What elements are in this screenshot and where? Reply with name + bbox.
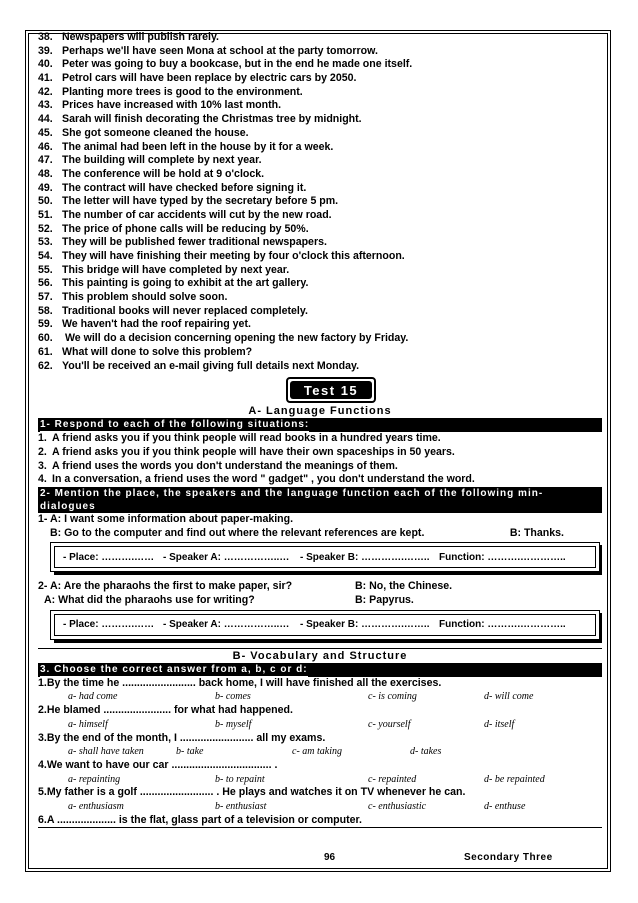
list-item: 60. We will do a decision concerning opening the new factory by Friday.	[38, 332, 409, 345]
list-item: 1. A friend asks you if you think people will read books in a hundred years time.	[38, 432, 441, 445]
list-item: 42. Planting more trees is good to the environment.	[38, 85, 303, 98]
speaker-b-field: - Speaker B: ………….……..	[300, 551, 430, 563]
list-item: 54. They will have finishing their meeting by four o'clock this afternoon.	[38, 250, 405, 262]
question-stem: 2.He blamed ....................... for what had happened.	[38, 704, 293, 717]
divider	[38, 827, 602, 828]
list-item: 2. A friend asks you if you think people will have their own spaceships in 50 years.	[38, 445, 455, 458]
list-item: 4. In a conversation, a friend uses the word " gadget" , you don't understand the word.	[38, 473, 475, 486]
answer-box	[38, 608, 602, 648]
footer-section: Secondary Three	[464, 852, 553, 863]
list-item: 50. The letter will have typed by the secretary before 5 pm.	[38, 195, 339, 208]
sentence-list	[38, 31, 602, 373]
list-item: 49. The contract will have checked before signing it.	[38, 181, 307, 194]
list-item: 45. She got someone cleaned the house.	[38, 126, 249, 139]
list-item: 39. Perhaps we'll have seen Mona at school at the party tomorrow.	[38, 44, 378, 57]
dialogue-2-line: 2- A: Are the pharaohs the first to make paper, sir? B: No, the Chinese.	[38, 580, 453, 593]
answer-options: a- himself b- myself c- yourself d- itself	[68, 718, 515, 730]
section-b-title: B- Vocabulary and Structure	[232, 649, 408, 662]
list-item: 57. This problem should solve soon.	[38, 291, 228, 304]
dialogue-2-line: A: What did the pharaohs use for writing? B: Papyrus.	[44, 594, 414, 607]
test-heading	[38, 376, 602, 404]
question-2-header	[38, 487, 602, 513]
speaker-b-field: - Speaker B: ………….……..	[300, 619, 430, 631]
question-stem: 1.By the time he ......................... back home, I will have finished all the exercises.	[38, 676, 442, 689]
function-field: Function: ……….…………..	[439, 551, 566, 563]
dialogue-1-line: B: Go to the computer and find out where the relevant references are kept. B: Thanks.	[50, 526, 564, 539]
list-item: 62. You'll be received an e-mail giving full details next Monday.	[38, 359, 360, 372]
question-stem: 3.By the end of the month, I ......................... all my exams.	[38, 731, 326, 744]
list-item: 44. Sarah will finish decorating the Christmas tree by midnight.	[38, 113, 362, 126]
list-item: 56. This painting is going to exhibit at the art gallery.	[38, 277, 309, 290]
answer-options: a- had come b- comes c- is coming d- will come	[68, 691, 534, 703]
list-item: 52. The price of phone calls will be reducing by 50%.	[38, 222, 309, 235]
answer-box	[38, 540, 602, 580]
question-3-header: 3. Choose the correct answer from a, b, c or d:	[38, 663, 602, 677]
question-1-header: 1- Respond to each of the following situations:	[38, 418, 602, 432]
list-item: 47. The building will complete by next year.	[38, 154, 262, 167]
list-item: 51. The number of car accidents will cut by the new road.	[38, 208, 332, 221]
page-footer	[38, 852, 602, 866]
function-field: Function: ……….…………..	[439, 619, 566, 631]
speaker-a-field: - Speaker A: ……………..…	[163, 619, 290, 631]
test-label: Test 15	[290, 381, 372, 399]
list-item: 55. This bridge will have completed by next year.	[38, 263, 290, 276]
answer-options: a- repainting b- to repaint c- repainted d- be repainted	[68, 773, 545, 785]
test-badge	[286, 377, 376, 403]
list-item: 53. They will be published fewer traditional newspapers.	[38, 236, 327, 249]
question-stem: 4.We want to have our car .................................. .	[38, 758, 278, 771]
answer-options: a- shall have taken b- take c- am taking d- takes	[68, 746, 442, 758]
question-stem: 6.A .................... is the flat, glass part of a television or computer.	[38, 813, 362, 826]
speaker-a-field: - Speaker A: ……………..…	[163, 551, 290, 563]
list-item: 46. The animal had been left in the house by it for a week.	[38, 140, 334, 153]
section-a-title: A- Language Functions	[248, 405, 392, 418]
answer-options: a- enthusiasm b- enthusiast c- enthusiastic d- enthuse	[68, 801, 526, 813]
place-field: - Place: ……….……	[63, 551, 155, 563]
list-item: 38. Newspapers will publish rarely.	[38, 31, 219, 43]
list-item: 40. Peter was going to buy a bookcase, but in the end he made one itself.	[38, 58, 413, 71]
list-item: 41. Petrol cars will have been replace by electric cars by 2050.	[38, 72, 357, 85]
list-item: 58. Traditional books will never replaced completely.	[38, 304, 308, 317]
list-item: 48. The conference will be hold at 9 o'clock.	[38, 167, 265, 180]
list-item: 3. A friend uses the words you don't understand the meanings of them.	[38, 459, 398, 472]
question-stem: 5.My father is a golf ......................... . He plays and watches it on TV whenever he can.	[38, 786, 466, 799]
list-item: 61. What will done to solve this problem?	[38, 345, 253, 358]
list-item: 43. Prices have increased with 10% last month.	[38, 99, 282, 112]
question-2-header-line: dialogues	[40, 500, 96, 512]
place-field: - Place: ……….……	[63, 619, 155, 631]
question-2-header-line: 2- Mention the place, the speakers and the language function each of the following min-	[40, 487, 544, 499]
list-item: 59. We haven't had the roof repairing yet.	[38, 318, 251, 331]
dialogue-1-line: 1- A: I want some information about paper-making.	[38, 512, 294, 525]
page-content	[38, 31, 602, 828]
page-number: 96	[324, 852, 336, 863]
